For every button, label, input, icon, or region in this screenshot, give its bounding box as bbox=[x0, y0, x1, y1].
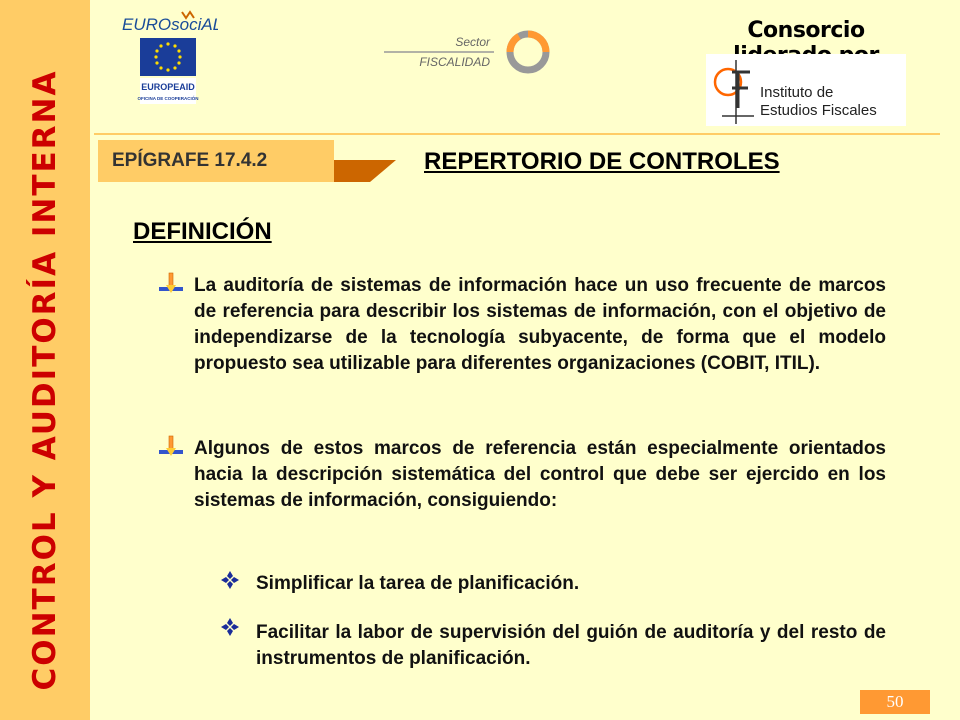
europeaid-sublabel: OFICINA DE COOPERACIÓN bbox=[137, 96, 199, 101]
sector-fiscalidad-logo bbox=[382, 22, 552, 82]
page-title: REPERTORIO DE CONTROLES bbox=[424, 148, 780, 175]
sidebar-title: CONTROL Y AUDITORÍA INTERNA bbox=[27, 69, 63, 691]
frameworks-paragraph: Algunos de estos marcos de referencia están especialmente orientados hacia la descripción sistemática del control que debe ser ejercido en los sistemas de información, consiguiendo: bbox=[194, 438, 886, 511]
subitem-supervision: Facilitar la labor de supervisión del guión de auditoría y del resto de instrumentos de planificación. bbox=[256, 622, 886, 669]
epigrafe-badge: EPÍGRAFE 17.4.2 bbox=[98, 140, 334, 182]
bullet-arrow-icon bbox=[158, 435, 184, 461]
ief-line1: Instituto de bbox=[760, 84, 834, 101]
ief-line2: Estudios Fiscales bbox=[760, 102, 877, 119]
europeaid-label: EUROPEAID bbox=[141, 82, 195, 92]
ief-logo bbox=[706, 54, 906, 126]
bullet-arrow-icon bbox=[158, 272, 184, 298]
epigrafe-arrow-tail bbox=[334, 160, 396, 182]
consorcio-logo bbox=[706, 18, 906, 128]
eurosocial-logo bbox=[118, 8, 218, 108]
sector-label: Sector bbox=[455, 35, 490, 49]
header-divider bbox=[94, 133, 940, 135]
definition-paragraph: La auditoría de sistemas de información hace un uso frecuente de marcos de referencia para describir los sistemas de información, con el objetivo de independizarse de la tecnología subyacente, de forma que el modelo propuesto sea utilizable para diferentes organizaciones (COBIT, ITIL). bbox=[194, 275, 886, 374]
fiscalidad-label: FISCALIDAD bbox=[419, 55, 490, 69]
sidebar bbox=[0, 0, 90, 720]
section-heading: DEFINICIÓN bbox=[133, 218, 272, 245]
diamond-bullet-icon bbox=[220, 617, 240, 637]
consorcio-title: Consorcio bbox=[747, 18, 865, 43]
diamond-bullet-icon bbox=[220, 570, 240, 590]
page-number-badge: 50 bbox=[860, 690, 930, 714]
eurosocial-name: EUROsociAL bbox=[122, 15, 218, 34]
subitem-planificacion: Simplificar la tarea de planificación. bbox=[256, 573, 580, 594]
